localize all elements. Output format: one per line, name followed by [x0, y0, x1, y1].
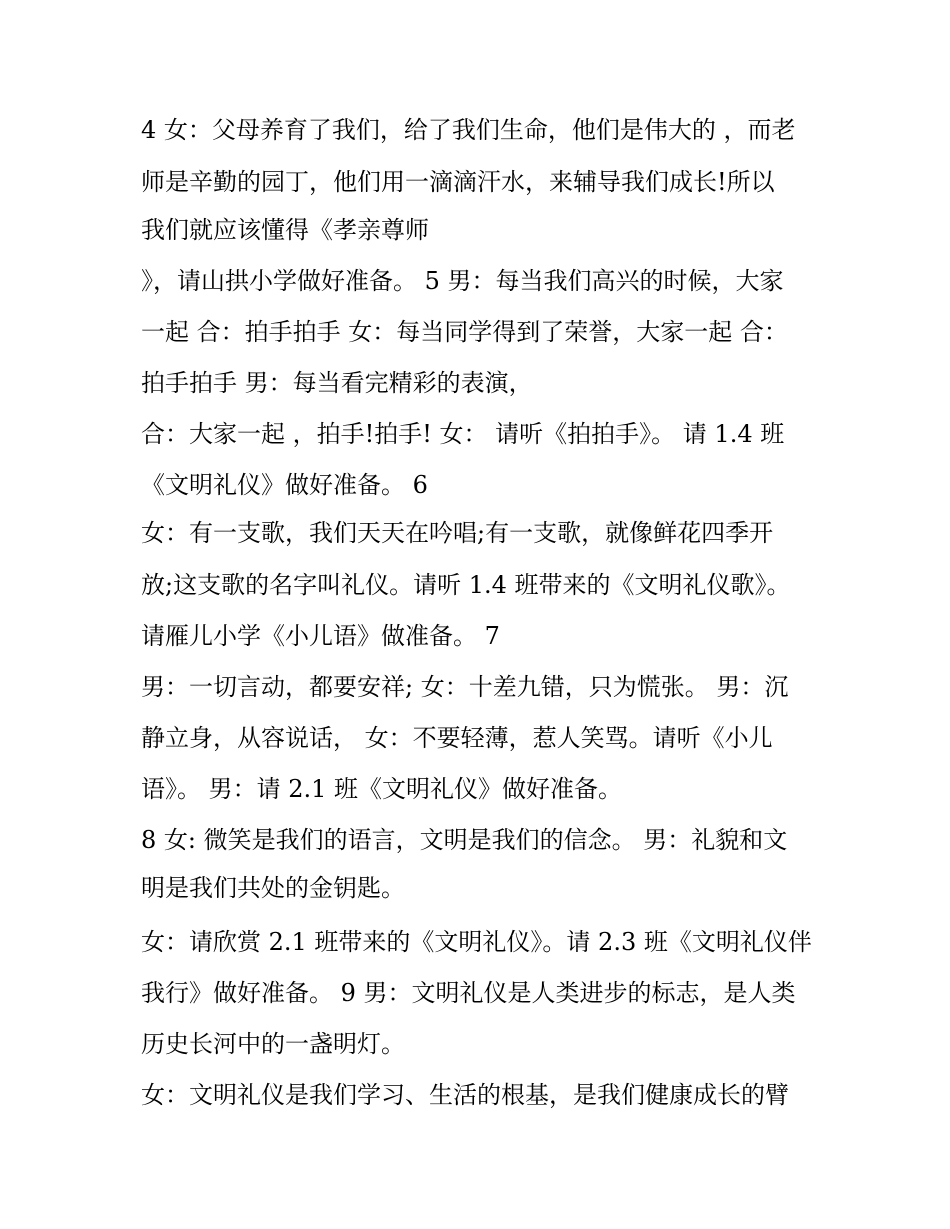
text-line: 男：一切言动，都要安祥; 女：十差九错，只为慌张。 男：沉 [141, 673, 789, 701]
text-line: 师是辛勤的园丁，他们用一滴滴汗水，来辅导我们成长!所以 [141, 168, 775, 196]
text-line: 拍手拍手 男：每当看完精彩的表演， [141, 369, 533, 397]
text-line: 明是我们共处的金钥匙。 [141, 874, 405, 902]
text-line: 放;这支歌的名字叫礼仪。请听 1.4 班带来的《文明礼仪歌》。 [141, 571, 791, 599]
text-line: 》，请山拱小学做好准备。 5 男：每当我们高兴的时候，大家 [141, 267, 784, 295]
text-line: 一起 合：拍手拍手 女：每当同学得到了荣誉，大家一起 合： [141, 318, 788, 346]
text-line: 我们就应该懂得《孝亲尊师 [141, 216, 429, 244]
text-line: 历史长河中的一盏明灯。 [141, 1030, 405, 1058]
text-line: 8 女: 微笑是我们的语言，文明是我们的信念。 男：礼貌和文 [141, 826, 788, 854]
text-line: 合：大家一起 ，拍手!拍手! 女： 请听《拍拍手》。 请 1.4 班 [141, 420, 785, 448]
text-line: 4 女：父母养育了我们，给了我们生命，他们是伟大的 ，而老 [141, 116, 796, 144]
text-line: 语》。 男：请 2.1 班《文明礼仪》做好准备。 [141, 775, 623, 803]
text-line: 《文明礼仪》做好准备。 6 [141, 471, 428, 499]
text-line: 女：请欣赏 2.1 班带来的《文明礼仪》。请 2.3 班《文明礼仪伴 [141, 928, 812, 956]
text-line: 女：有一支歌，我们天天在吟唱;有一支歌，就像鲜花四季开 [141, 519, 774, 547]
text-line: 女：文明礼仪是我们学习、生活的根基，是我们健康成长的臂 [141, 1081, 789, 1109]
text-line: 我行》做好准备。 9 男：文明礼仪是人类进步的标志，是人类 [141, 979, 796, 1007]
text-line: 静立身，从容说话， 女：不要轻薄，惹人笑骂。请听《小儿 [141, 724, 773, 752]
text-line: 请雁儿小学《小儿语》做准备。 7 [141, 622, 500, 650]
